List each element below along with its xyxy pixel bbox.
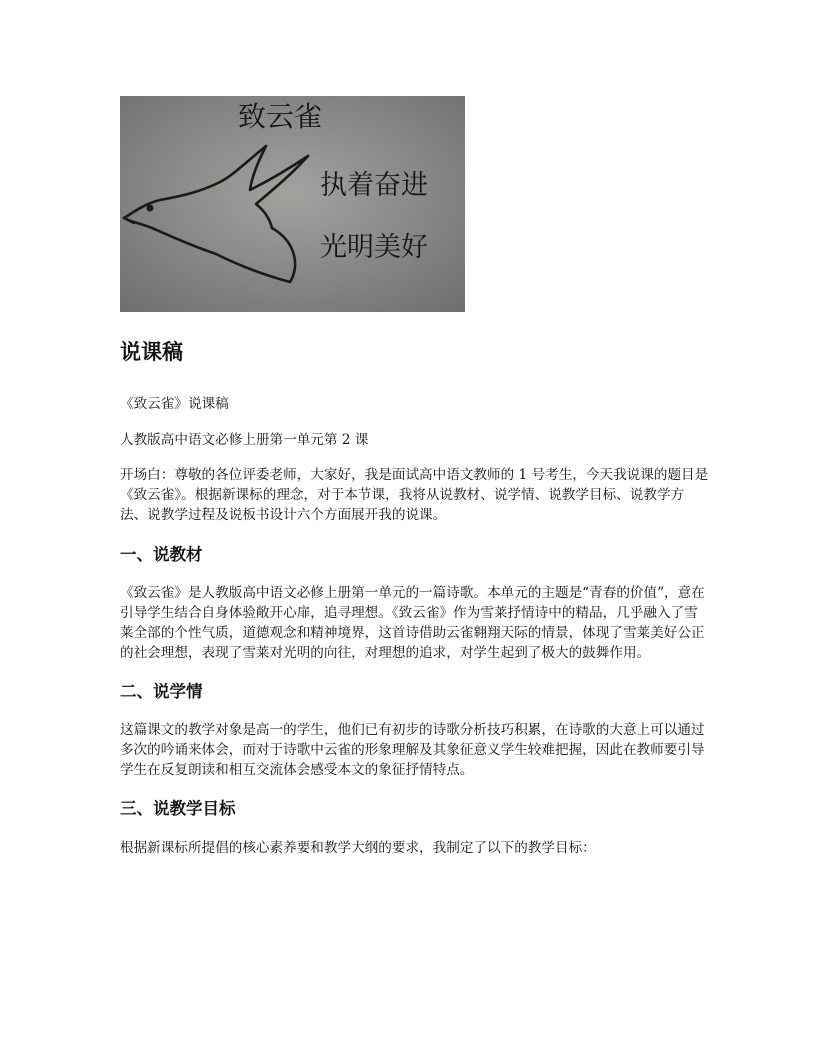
- section-heading-objectives: 三、说教学目标: [120, 799, 236, 818]
- lesson-title: 《致云雀》说课稿: [120, 396, 229, 412]
- section-body-students: 这篇课文的教学对象是高一的学生，他们已有初步的诗歌分析技巧积累，在诗歌的大意上可以通过多次的吟诵来体会，而对于诗歌中云雀的形象理解及其象征意义学生较难把握，因此在教师要引导学生在反复朗读和相互交流体会感受本文的象征抒情特点。: [120, 722, 705, 778]
- section-body-textbook: 《致云雀》是人教版高中语文必修上册第一单元的一篇诗歌。本单元的主题是“青春的价值”，意在引导学生结合自身体验敞开心扉，追寻理想。《致云雀》作为雪莱抒情诗中的精品，几乎融入了雪莱全部的个性气质，道德观念和精神境界，这首诗借助云雀翱翔天际的情景，体现了雪莱美好公正的社会理想，表现了雪莱对光明的向往，对理想的追求，对学生起到了极大的鼓舞作用。: [120, 585, 705, 661]
- board-photo-drawing: [120, 96, 465, 312]
- page-title: 说课稿: [120, 340, 183, 364]
- opening-paragraph: 开场白：尊敬的各位评委老师，大家好，我是面试高中语文教师的 1 号考生，今天我说课的题目是《致云雀》。根据新课标的理念，对于本节课，我将从说教材、说学情、说教学目标、说教学方法、说教学过程及说板书设计六个方面展开我的说课。: [120, 467, 709, 523]
- board-line-2: 光明美好: [320, 232, 428, 263]
- section-body-objectives: 根据新课标所提倡的核心素养要和教学大纲的要求，我制定了以下的教学目标：: [120, 840, 596, 856]
- document-page: [120, 96, 710, 858]
- board-photo: [120, 96, 465, 312]
- section-heading-textbook: 一、说教材: [120, 545, 203, 564]
- section-heading-students: 二、说学情: [120, 682, 203, 701]
- board-title: 致云雀: [238, 100, 323, 133]
- board-line-1: 执着奋进: [320, 170, 428, 201]
- course-info: 人教版高中语文必修上册第一单元第 2 课: [120, 432, 369, 448]
